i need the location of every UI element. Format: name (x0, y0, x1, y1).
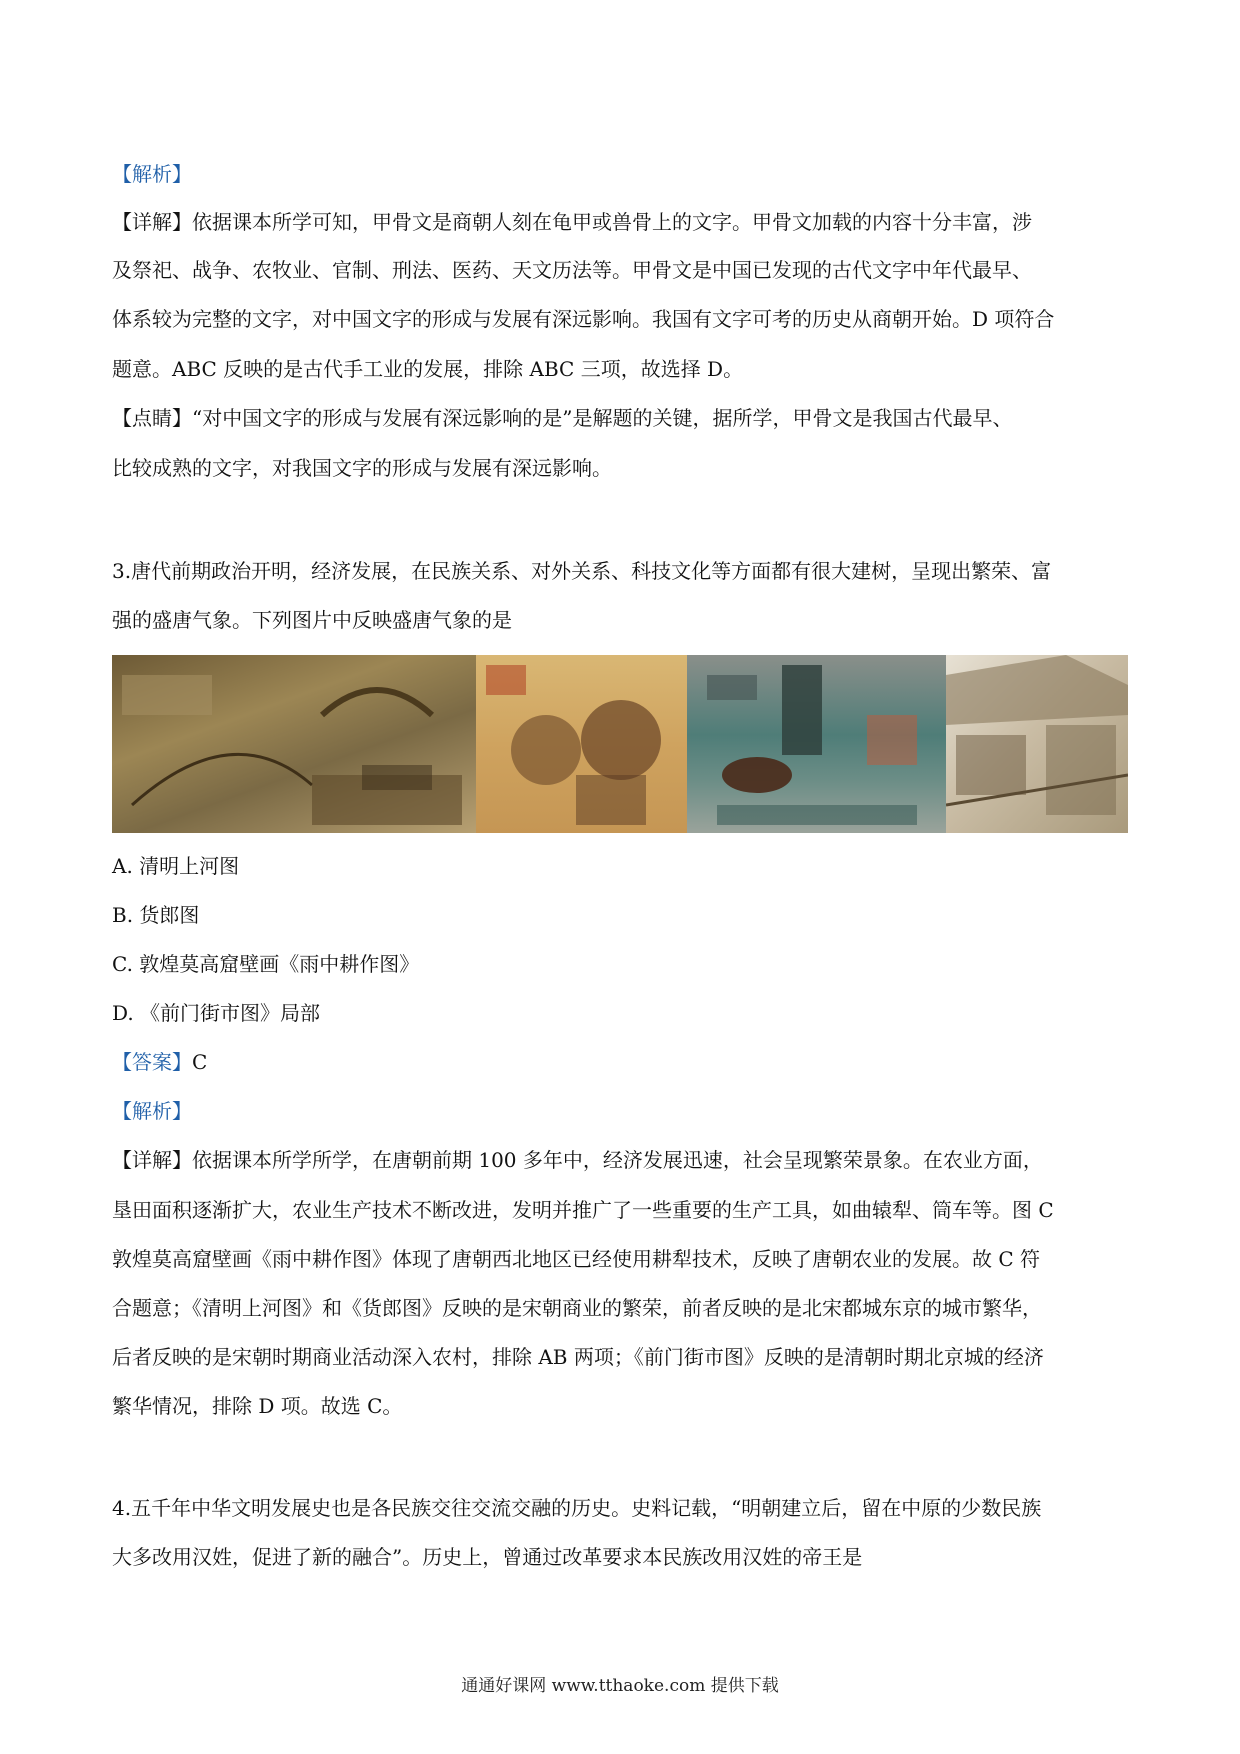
q3-detail-line-4: 合题意；《清明上河图》和《货郎图》反映的是宋朝商业的繁荣，前者反映的是北宋都城东京的城市繁华， (112, 1296, 1042, 1320)
q3-option-a: A. 清明上河图 (112, 854, 240, 878)
painting-huolang (476, 655, 687, 833)
q3-answer-value: C (192, 1050, 208, 1074)
q3-detail-line-5: 后者反映的是宋朝时期商业活动深入农村，排除 AB 两项；《前门街市图》反映的是清朝时期北京城的经济 (112, 1345, 1044, 1369)
q3-option-b: B. 货郎图 (112, 903, 200, 927)
painting-qianmen-street (946, 655, 1128, 833)
q3-answer (112, 1048, 1130, 1076)
q3-option-c: C. 敦煌莫高窟壁画《雨中耕作图》 (112, 952, 420, 976)
q3-analysis-tag: 【解析】 (112, 1099, 192, 1123)
painting-qingming-scroll (112, 655, 476, 833)
q2-detail-tag: 【详解】 (112, 210, 192, 234)
q3-detail-line-2: 垦田面积逐渐扩大，农业生产技术不断改进，发明并推广了一些重要的生产工具，如曲辕犁、筒车等。图 C (112, 1198, 1054, 1222)
mural-dunhuang-plowing-in-rain (687, 655, 946, 833)
q2-point-tag: 【点睛】 (112, 406, 192, 430)
q2-detail-line-4: 题意。ABC 反映的是古代手工业的发展，排除 ABC 三项，故选择 D。 (112, 357, 744, 381)
page-footer: 通通好课网 www.tthaoke.com 提供下载 (461, 1676, 779, 1696)
q3-detail-line-3: 敦煌莫高窟壁画《雨中耕作图》体现了唐朝西北地区已经使用耕犁技术，反映了唐朝农业的发展。故 C 符 (112, 1247, 1041, 1271)
q2-analysis-tag: 【解析】 (112, 162, 192, 186)
q3-detail-tag: 【详解】 (112, 1148, 192, 1172)
q2-detail-line-2: 及祭祀、战争、农牧业、官制、刑法、医药、天文历法等。甲骨文是中国已发现的古代文字中年代最早、 (112, 258, 1032, 282)
q3-option-d: D. 《前门街市图》局部 (112, 1001, 321, 1025)
q3-stem-line-2: 强的盛唐气象。下列图片中反映盛唐气象的是 (112, 608, 512, 632)
q3-answer-tag: 【答案】 (112, 1050, 192, 1074)
q3-detail-line-6: 繁华情况，排除 D 项。故选 C。 (112, 1394, 403, 1418)
q3-figure-strip (112, 655, 1128, 833)
q2-point-line-1: 【点睛】“对中国文字的形成与发展有深远影响的是”是解题的关键，据所学，甲骨文是我国古代最早、 (112, 406, 1013, 430)
q2-point-line-2: 比较成熟的文字，对我国文字的形成与发展有深远影响。 (112, 456, 612, 480)
q3-detail-line-1: 【详解】依据课本所学所学，在唐朝前期 100 多年中，经济发展迅速，社会呈现繁荣景象。在农业方面， (112, 1148, 1043, 1172)
q4-stem-line-1: 4.五千年中华文明发展史也是各民族交往交流交融的历史。史料记载，“明朝建立后，留在中原的少数民族 (112, 1496, 1042, 1520)
q2-detail-line-1: 【详解】依据课本所学可知，甲骨文是商朝人刻在龟甲或兽骨上的文字。甲骨文加载的内容十分丰富，涉 (112, 210, 1032, 234)
q2-detail-line-3: 体系较为完整的文字，对中国文字的形成与发展有深远影响。我国有文字可考的历史从商朝开始。D 项符合 (112, 307, 1055, 331)
q3-stem-line-1: 3.唐代前期政治开明，经济发展，在民族关系、对外关系、科技文化等方面都有很大建树，呈现出繁荣、富 (112, 559, 1052, 583)
q4-stem-line-2: 大多改用汉姓，促进了新的融合”。历史上，曾通过改革要求本民族改用汉姓的帝王是 (112, 1545, 863, 1569)
